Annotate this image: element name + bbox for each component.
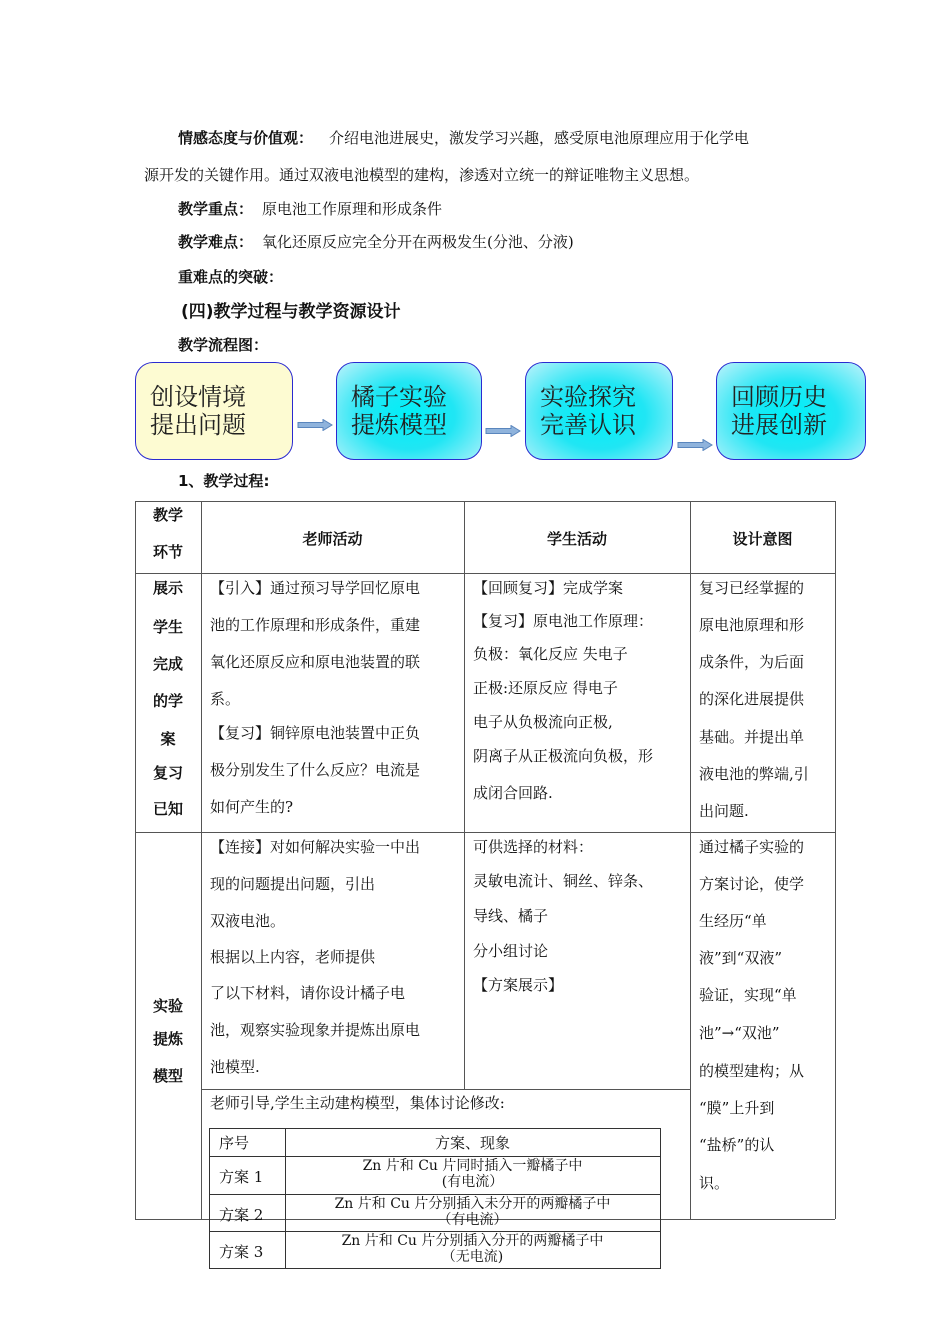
student-activity-line: 阴离子从正极流向负极，形 — [473, 747, 654, 765]
stage-label: 实验 — [152, 997, 183, 1015]
teacher-activity-line: 如何产生的? — [210, 798, 294, 816]
design-intent-line: 基础。并提出单 — [699, 728, 805, 746]
header-teacher: 老师活动 — [302, 530, 363, 548]
teacher-activity-line: 氧化还原反应和原电池装置的联 — [210, 653, 421, 671]
focus-label: 教学重点： — [178, 200, 254, 218]
student-activity-line: 负极：氧化反应 失电子 — [473, 645, 628, 663]
header-stage: 教学 — [152, 506, 183, 524]
process-label: 1、教学过程: — [178, 472, 270, 490]
student-activity-line: 【回顾复习】完成学案 — [473, 579, 624, 597]
inner-plan-result: (有电流） — [441, 1174, 504, 1190]
table-border — [464, 501, 465, 1089]
inner-table-border — [209, 1156, 661, 1157]
teacher-activity-line: 【引入】通过预习导学回忆原电 — [210, 579, 421, 597]
student-activity-line: 【复习】原电池工作原理： — [473, 612, 654, 630]
flow-box-2 — [336, 362, 482, 460]
inner-table-border — [209, 1128, 661, 1129]
flow-box-4 — [716, 362, 866, 460]
design-intent-line: 的深化进展提供 — [699, 690, 805, 708]
inner-plan-text: Zn 片和 Cu 片分别插入分开的两瓣橘子中 — [341, 1233, 604, 1249]
flow-box-line: 完善认识 — [540, 411, 636, 439]
breakthrough-label: 重难点的突破： — [178, 268, 284, 286]
student-activity-line: 电子从负极流向正极, — [473, 713, 613, 731]
teacher-activity-line: 双液电池。 — [210, 912, 286, 930]
design-intent-line: 池”→“双池” — [699, 1024, 780, 1042]
header-student: 学生活动 — [546, 530, 607, 548]
table-border — [201, 1089, 690, 1090]
stage-label: 提炼 — [152, 1030, 183, 1048]
inner-table-border — [660, 1128, 661, 1268]
teacher-activity-line: 极分别发生了什么反应？电流是 — [210, 761, 421, 779]
student-activity-line: 正极:还原反应 得电子 — [473, 679, 618, 697]
teacher-activity-line: 池模型. — [210, 1058, 260, 1076]
stage-label: 模型 — [152, 1067, 183, 1085]
table-border — [835, 501, 836, 1219]
arrow-right-icon — [677, 439, 713, 451]
design-intent-line: “膜”上升到 — [699, 1099, 775, 1117]
design-intent-line: 生经历“单 — [699, 912, 767, 930]
stage-label: 展示 — [152, 579, 183, 597]
design-intent-line: 成条件，为后面 — [699, 653, 805, 671]
flow-box-line: 回顾历史 — [731, 383, 827, 411]
table-border — [135, 573, 835, 574]
design-intent-line: 液电池的弊端,引 — [699, 765, 809, 783]
table-border — [135, 501, 136, 1219]
design-intent-line: 的模型建构；从 — [699, 1062, 805, 1080]
design-intent-line: 原电池原理和形 — [699, 616, 805, 634]
inner-table-border — [209, 1231, 661, 1232]
stage-label: 完成 — [152, 655, 183, 673]
stage-label: 案 — [160, 730, 176, 748]
teacher-activity-line: 现的问题提出问题，引出 — [210, 875, 376, 893]
emotion-text-cont: 源开发的关键作用。通过双液电池模型的建构，渗透对立统一的辩证唯物主义思想。 — [144, 166, 700, 184]
difficulty-label: 教学难点： — [178, 233, 254, 251]
arrow-right-icon — [485, 425, 521, 437]
teacher-activity-line: 【复习】铜锌原电池装置中正负 — [210, 724, 421, 742]
inner-plan-text: Zn 片和 Cu 片分别插入未分开的两瓣橘子中 — [334, 1196, 611, 1212]
inner-plan-number: 方案 3 — [219, 1242, 264, 1261]
flow-box-line: 橘子实验 — [351, 383, 447, 411]
inner-header-plan: 方案、现象 — [434, 1134, 510, 1152]
student-activity-line: 导线、橘子 — [473, 907, 549, 925]
flow-box-line: 创设情境 — [150, 383, 246, 411]
flow-box-line: 实验探究 — [540, 383, 636, 411]
emotion-label: 情感态度与价值观： — [178, 129, 314, 147]
arrow-right-icon — [297, 419, 333, 431]
flow-box-line: 提出问题 — [150, 411, 246, 439]
design-intent-line: 液”到“双液” — [699, 949, 783, 967]
teacher-guide-text: 老师引导,学生主动建构模型，集体讨论修改: — [210, 1094, 505, 1112]
student-activity-line: 灵敏电流计、铜丝、锌条、 — [473, 872, 654, 890]
design-intent-line: 识。 — [699, 1174, 730, 1192]
inner-header-number: 序号 — [219, 1134, 250, 1152]
header-stage: 环节 — [152, 543, 183, 561]
design-intent-line: 出问题. — [699, 802, 749, 820]
teacher-activity-line: 系。 — [210, 690, 241, 708]
table-border — [690, 501, 691, 1219]
section-title: (四)教学过程与教学资源设计 — [181, 302, 401, 322]
flow-box-line: 进展创新 — [731, 411, 827, 439]
teacher-activity-line: 了以下材料，请你设计橘子电 — [210, 984, 406, 1002]
inner-plan-text: Zn 片和 Cu 片同时插入一瓣橘子中 — [362, 1158, 583, 1174]
emotion-text: 介绍电池进展史，激发学习兴趣，感受原电池原理应用于化学电 — [329, 129, 750, 147]
inner-plan-number: 方案 2 — [219, 1205, 264, 1224]
design-intent-line: 通过橘子实验的 — [699, 838, 805, 856]
teacher-activity-line: 池的工作原理和形成条件，重建 — [210, 616, 421, 634]
flow-label: 教学流程图： — [178, 336, 269, 354]
table-border — [135, 832, 835, 833]
focus-text: 原电池工作原理和形成条件 — [262, 200, 443, 218]
teacher-activity-line: 【连接】对如何解决实验一中出 — [210, 838, 421, 856]
inner-table-border — [209, 1194, 661, 1195]
teacher-activity-line: 根据以上内容，老师提供 — [210, 948, 376, 966]
stage-label: 已知 — [152, 800, 183, 818]
header-design: 设计意图 — [732, 530, 793, 548]
design-intent-line: 验证，实现“单 — [699, 986, 797, 1004]
stage-label: 的学 — [152, 692, 183, 710]
flow-box-3 — [525, 362, 673, 460]
student-activity-line: 可供选择的材料： — [473, 838, 594, 856]
inner-table-border — [209, 1268, 661, 1269]
design-intent-line: 方案讨论，使学 — [699, 875, 805, 893]
inner-plan-number: 方案 1 — [219, 1168, 264, 1186]
table-border — [135, 501, 835, 502]
stage-label: 学生 — [152, 618, 183, 636]
stage-label: 复习 — [152, 764, 183, 782]
student-activity-line: 分小组讨论 — [473, 942, 549, 960]
flow-box-1 — [135, 362, 293, 460]
table-border — [201, 501, 202, 1219]
teacher-activity-line: 池，观察实验现象并提炼出原电 — [210, 1021, 421, 1039]
difficulty-text: 氧化还原反应完全分开在两极发生(分池、分液) — [262, 233, 574, 251]
student-activity-line: 成闭合回路. — [473, 784, 553, 802]
inner-table-border — [209, 1128, 210, 1268]
student-activity-line: 【方案展示】 — [473, 976, 564, 994]
design-intent-line: “盐桥”的认 — [699, 1136, 775, 1154]
inner-plan-result: （有电流） — [437, 1212, 508, 1228]
design-intent-line: 复习已经掌握的 — [699, 579, 805, 597]
inner-plan-result: （无电流) — [441, 1249, 504, 1265]
flow-box-line: 提炼模型 — [351, 411, 447, 439]
